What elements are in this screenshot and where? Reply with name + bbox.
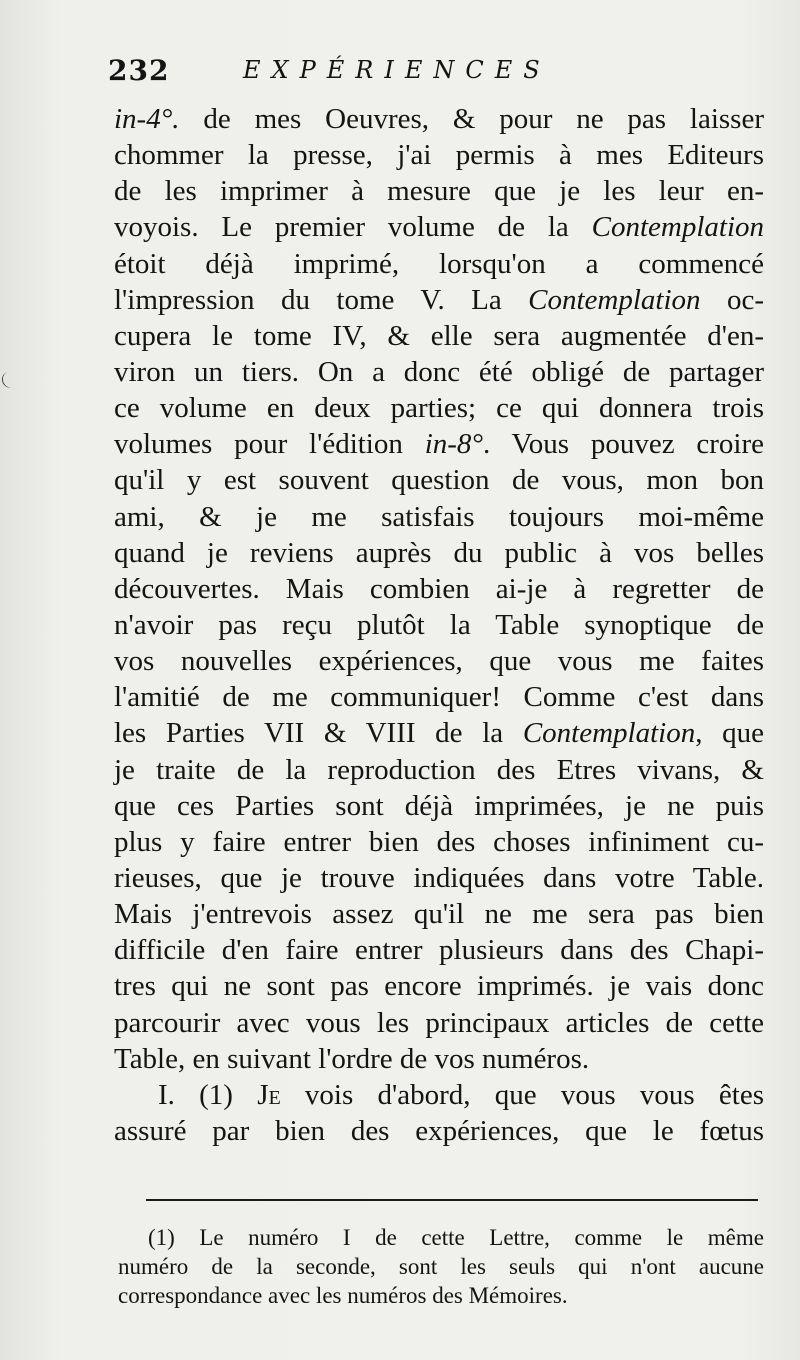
text-line: les Parties VII & VIII de la Contemplation, que [114,717,765,750]
text-line: quand je reviens auprès du public à vos belles [114,536,764,569]
text-line: parcourir avec vous les principaux articles de cette [114,1006,764,1039]
text-line: chommer la presse, j'ai permis à mes Editeurs [114,139,764,172]
text-line: volumes pour l'édition in-8°. Vous pouvez croire [114,428,764,461]
text-line: assuré par bien des expériences, que le fœtus [114,1114,764,1147]
text-line: plus y faire entrer bien des choses infiniment cu- [114,825,764,858]
page-edge-mark [0,371,14,389]
text-line: voyois. Le premier volume de la Contemplation [114,211,764,244]
footnote-rule [146,1199,758,1201]
text-line: tres qui ne sont pas encore imprimés. je vais donc [114,970,764,1003]
text-line: l'impression du tome V. La Contemplation oc- [114,283,764,316]
text-line: ce volume en deux parties; ce qui donnera trois [114,392,764,425]
footnote [118,1223,764,1310]
text-line: difficile d'en faire entrer plusieurs dans des Chapi- [114,934,764,967]
text-line: viron un tiers. On a donc été obligé de partager [114,355,764,388]
text-line: n'avoir pas reçu plutôt la Table synoptique de [114,608,764,641]
text-line: étoit déjà imprimé, lorsqu'on a commencé [114,247,764,280]
page-number: 232 [108,54,170,87]
footnote-line: numéro de la seconde, sont les seuls qui n'ont aucune [118,1254,764,1279]
text-line: de les imprimer à mesure que je les leur en- [114,175,764,208]
text-line: qu'il y est souvent question de vous, mon bon [114,464,764,497]
footnote-line: correspondance avec les numéros des Mémoires. [118,1283,568,1308]
text-line: je traite de la reproduction des Etres vivans, & [114,753,764,786]
text-line: vos nouvelles expériences, que vous me faites [114,645,764,678]
page-header [108,50,758,94]
footnote-line: (1) Le numéro I de cette Lettre, comme le même [148,1225,764,1250]
section-start-line: I. (1) Je vois d'abord, que vous vous êtes [158,1078,764,1111]
text-line: ami, & je me satisfais toujours moi-même [114,500,764,533]
text-line: l'amitié de me communiquer! Comme c'est dans [114,681,764,714]
running-head: EXPÉRIENCES [243,56,551,84]
text-line: in-4°. de mes Oeuvres, & pour ne pas laisser [114,103,764,135]
text-line: découvertes. Mais combien ai-je à regretter de [114,572,764,605]
paragraph-end-line: Table, en suivant l'ordre de vos numéros. [114,1042,590,1075]
text-line: Mais j'entrevois assez qu'il ne me sera pas bien [114,898,764,931]
text-line: cupera le tome IV, & elle sera augmentée d'en- [114,319,764,352]
text-line: que ces Parties sont déjà imprimées, je ne puis [114,789,764,822]
body-text [114,101,764,1149]
text-line: rieuses, que je trouve indiquées dans votre Table. [114,861,764,894]
